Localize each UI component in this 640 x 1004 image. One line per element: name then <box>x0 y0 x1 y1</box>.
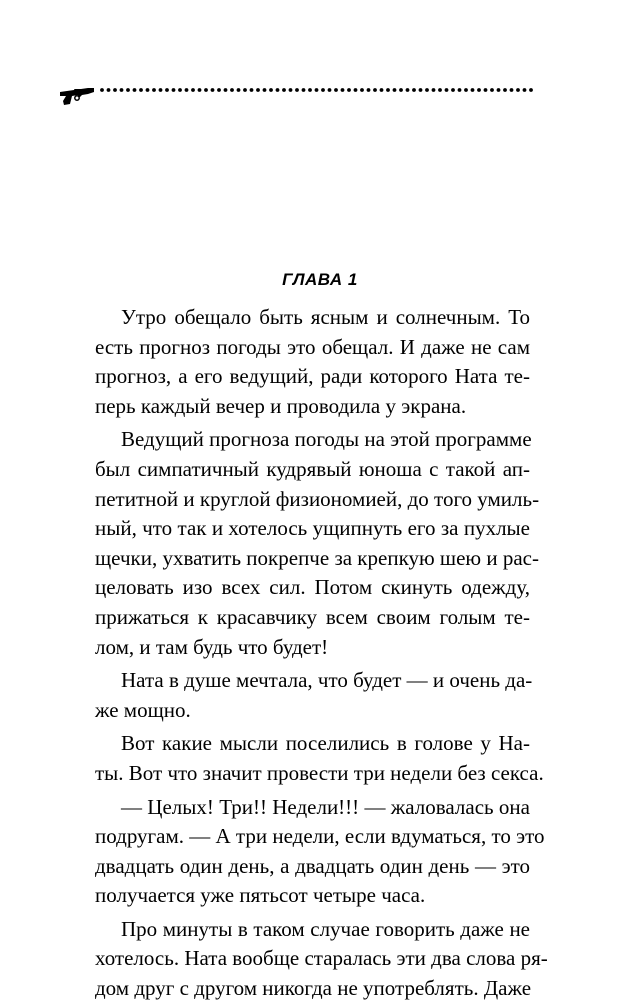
text-line: хотелось. Ната вообще старалась эти два слова ря- <box>95 946 548 971</box>
ornament-dot <box>432 88 436 92</box>
ornament-dot <box>243 88 247 92</box>
text-line: получается уже пятьсот четыре часа. <box>95 883 426 908</box>
ornament-dot <box>503 88 507 92</box>
ornament-dot <box>191 88 195 92</box>
revolver-icon <box>58 78 540 108</box>
paragraph <box>95 793 545 911</box>
ornament-dot <box>139 88 143 92</box>
ornament-dot <box>380 88 384 92</box>
ornament-dot <box>133 88 137 92</box>
ornament-dot <box>204 88 208 92</box>
text-line: целовать изо всех сил. Потом скинуть одежду, <box>95 575 530 600</box>
ornament-dot <box>412 88 416 92</box>
ornament-dot <box>263 88 267 92</box>
ornament-dot <box>172 88 176 92</box>
text-line: дом друг с другом никогда не употреблять. Даже <box>95 976 532 1001</box>
ornament-dot <box>211 88 215 92</box>
ornament-dot <box>282 88 286 92</box>
ornament-dot <box>107 88 111 92</box>
text-line: прижаться к красавчику всем своим голым те- <box>95 604 530 629</box>
ornament-dot <box>458 88 462 92</box>
ornament-dot <box>328 88 332 92</box>
ornament-dot <box>523 88 527 92</box>
text-line: прогноз, а его ведущий, ради которого Ната те- <box>95 364 530 389</box>
text-line: — Целых! Три!! Недели!!! — жаловалась она <box>121 794 530 819</box>
text-line: Ната в душе мечтала, что будет — и очень да- <box>121 668 533 693</box>
ornament-dot <box>146 88 150 92</box>
ornament-dot <box>269 88 273 92</box>
text-line: Про минуты в таком случае говорить даже не <box>121 916 530 941</box>
ornament-dot <box>334 88 338 92</box>
text-line: был симпатичный кудрявый юноша с такой ап- <box>95 456 530 481</box>
ornament-dot <box>464 88 468 92</box>
text-line: ты. Вот что значит провести три недели без секса. <box>95 760 544 785</box>
ornament-dot <box>490 88 494 92</box>
ornament-dot <box>217 88 221 92</box>
paragraph <box>95 425 540 662</box>
ornament-dot <box>230 88 234 92</box>
text-line: лом, и там будь что будет! <box>95 634 329 659</box>
ornament-dot <box>321 88 325 92</box>
ornament-dot <box>477 88 481 92</box>
ornament-dot <box>347 88 351 92</box>
ornament-dot <box>256 88 260 92</box>
ornament-dot <box>484 88 488 92</box>
ornament-dot <box>425 88 429 92</box>
ornament-dot <box>100 88 104 92</box>
header-ornament <box>58 78 540 108</box>
text-line: Ведущий прогноза погоды на этой программе <box>121 427 532 452</box>
ornament-dot <box>445 88 449 92</box>
ornament-dot <box>529 88 533 92</box>
paragraph <box>95 729 544 788</box>
ornament-dot <box>178 88 182 92</box>
ornament-dot <box>250 88 254 92</box>
ornament-dot <box>386 88 390 92</box>
ornament-dot <box>295 88 299 92</box>
text-line: Вот какие мысли поселились в голове у На- <box>121 731 530 756</box>
paragraph <box>95 666 533 725</box>
ornament-dot <box>165 88 169 92</box>
ornament-dot <box>516 88 520 92</box>
text-line: есть прогноз погоды это обещал. И даже не сам <box>95 334 530 359</box>
ornament-dot <box>451 88 455 92</box>
ornament-dot <box>360 88 364 92</box>
ornament-dot <box>302 88 306 92</box>
ornament-dot <box>399 88 403 92</box>
ornament-dot <box>308 88 312 92</box>
text-line: подругам. — А три недели, если вдуматься, то это <box>95 824 545 849</box>
ornament-dot <box>126 88 130 92</box>
text-body <box>95 303 548 1004</box>
ornament-dot <box>393 88 397 92</box>
text-line: петитной и круглой физиономией, до того умиль- <box>95 486 540 511</box>
ornament-dot <box>419 88 423 92</box>
ornament-dot <box>198 88 202 92</box>
text-line: щечки, ухватить покрепче за крепкую шею и рас- <box>95 545 539 570</box>
ornament-dot <box>510 88 514 92</box>
ornament-dot <box>367 88 371 92</box>
ornament-dot <box>438 88 442 92</box>
text-line: перь каждый вечер и проводила у экрана. <box>95 393 467 418</box>
text-line: ный, что так и хотелось ущипнуть его за пухлые <box>95 516 530 541</box>
ornament-dot <box>406 88 410 92</box>
ornament-dot <box>224 88 228 92</box>
ornament-dot <box>354 88 358 92</box>
chapter-title: ГЛАВА 1 <box>282 270 358 289</box>
ornament-dot <box>113 88 117 92</box>
ornament-dot <box>120 88 124 92</box>
ornament-dot <box>237 88 241 92</box>
ornament-dot <box>289 88 293 92</box>
ornament-dot <box>159 88 163 92</box>
ornament-dot <box>276 88 280 92</box>
text-line: двадцать один день, а двадцать один день — это <box>95 853 530 878</box>
ornament-dot <box>315 88 319 92</box>
text-line: же мощно. <box>95 697 191 722</box>
text-line: Утро обещало быть ясным и солнечным. То <box>121 305 530 329</box>
ornament-dot <box>471 88 475 92</box>
ornament-dot <box>497 88 501 92</box>
ornament-dot <box>185 88 189 92</box>
ornament-dot <box>373 88 377 92</box>
ornament-dot <box>152 88 156 92</box>
ornament-dot <box>341 88 345 92</box>
paragraph <box>95 915 548 1004</box>
paragraph <box>95 303 530 421</box>
